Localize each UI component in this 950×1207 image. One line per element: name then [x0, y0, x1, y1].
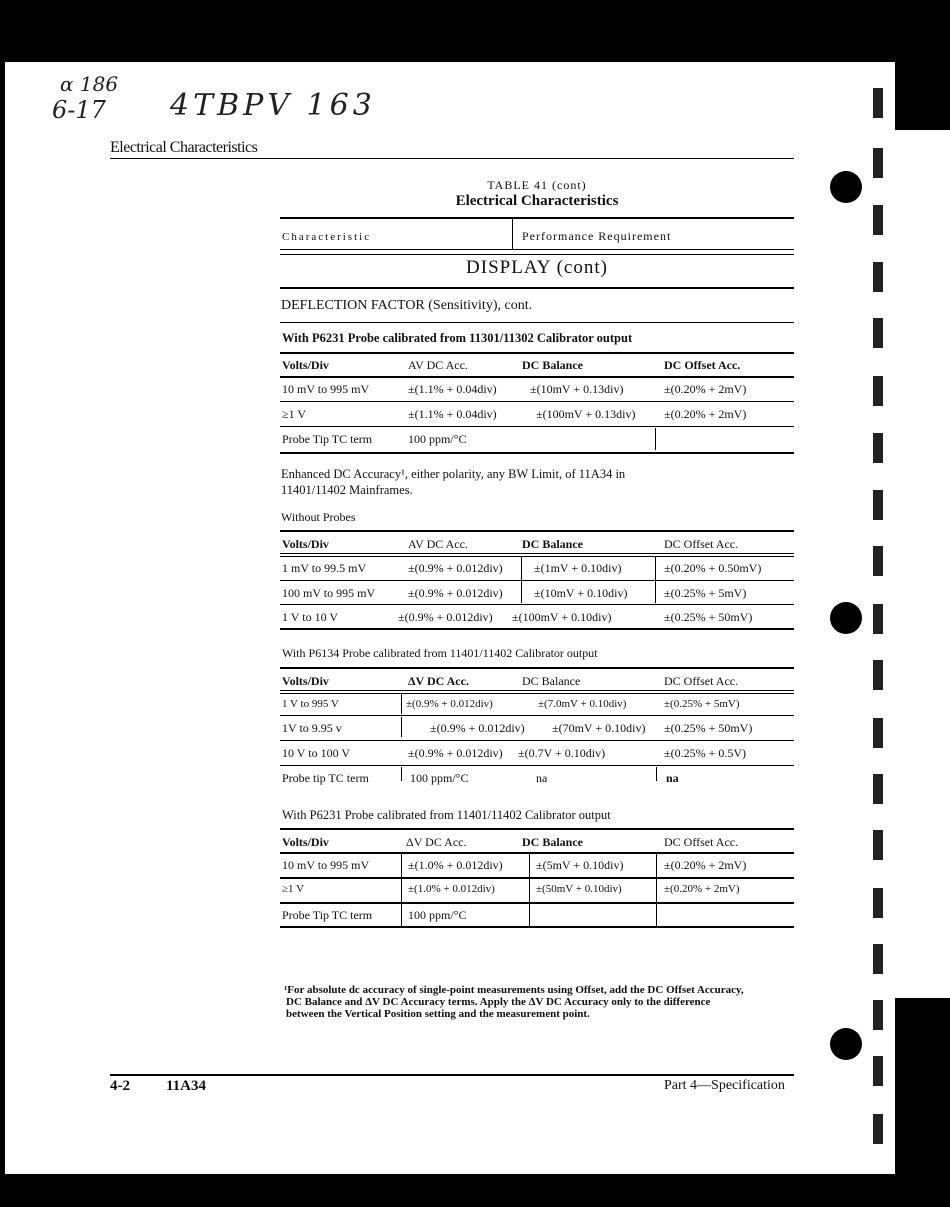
column-divider [655, 557, 656, 603]
section-display: DISPLAY (cont) [466, 257, 608, 278]
table-row [280, 742, 794, 766]
cell-dc-offset: ±(0.25% + 50mV) [664, 610, 753, 624]
cell-av-dc: 100 ppm/°C [408, 908, 467, 922]
col-av-dc: AV DC Acc. [408, 358, 468, 372]
cell-dc-balance: ±(100mV + 0.13div) [536, 407, 636, 421]
column-divider [401, 854, 402, 926]
cell-dc-offset: ±(0.20% + 2mV) [664, 382, 747, 396]
cell-dc-offset: ±(0.25% + 5mV) [664, 586, 747, 600]
cell-dc-offset: ±(0.25% + 0.5V) [664, 746, 747, 760]
cell-dc-balance: ±(70mV + 0.10div) [552, 721, 646, 735]
scan-mark [873, 490, 883, 520]
cell-dc-balance: ±(10mV + 0.13div) [530, 382, 624, 396]
scan-mark [873, 1000, 883, 1030]
col-dc-offset: DC Offset Acc. [664, 537, 739, 551]
block3-heading: With P6134 Probe calibrated from 11401/11402 Calibrator output [282, 646, 598, 660]
cell-dc-balance: ±(1mV + 0.10div) [534, 561, 622, 575]
scan-mark [873, 774, 883, 804]
binder-hole [830, 602, 862, 634]
rule [280, 322, 794, 323]
scan-mark [873, 1114, 883, 1144]
footer-part: Part 4—Specification [664, 1078, 785, 1093]
rule [280, 254, 794, 255]
cell-dc-balance: ±(5mV + 0.10div) [536, 858, 624, 872]
table-row [280, 428, 794, 452]
table-row [280, 879, 794, 903]
scan-mark [873, 262, 883, 292]
scan-mark [873, 604, 883, 634]
rule [280, 401, 794, 402]
cell-volts: Probe Tip TC term [282, 432, 373, 446]
rule [280, 740, 794, 741]
col-dc-offset: DC Offset Acc. [664, 358, 741, 372]
col-dc-balance: DC Balance [522, 674, 581, 688]
scan-mark [873, 433, 883, 463]
cell-dc-balance: ±(0.7V + 0.10div) [518, 746, 606, 760]
col-volts: Volts/Div [282, 674, 329, 688]
without-probes-label: Without Probes [281, 510, 356, 524]
cell-volts: ≥1 V [282, 407, 307, 421]
cell-dc-offset: ±(0.20% + 2mV) [664, 407, 747, 421]
block4-heading: With P6231 Probe calibrated from 11401/11402 Calibrator output [282, 808, 611, 822]
cell-volts: 1V to 9.95 v [282, 721, 342, 735]
cell-volts: Probe tip TC term [282, 771, 369, 785]
cell-av-dc: ±(0.9% + 0.012div) [398, 610, 493, 624]
col-dc-balance: DC Balance [522, 537, 583, 551]
block1-header-row [280, 354, 794, 378]
cell-dc-offset: na [666, 771, 679, 785]
cell-av-dc: ±(0.9% + 0.012div) [408, 746, 503, 760]
table-row [280, 606, 794, 630]
rule [280, 926, 794, 928]
cell-av-dc: ±(1.0% + 0.012div) [408, 858, 503, 872]
rule [280, 604, 794, 605]
column-divider [401, 717, 402, 737]
footer-model: 11A34 [166, 1078, 207, 1094]
column-divider [529, 854, 530, 926]
col-dc-offset: DC Offset Acc. [664, 674, 739, 688]
page-header-title: Electrical Characteristics [110, 139, 258, 156]
rule [280, 628, 794, 630]
rule [280, 217, 794, 219]
col-dc-balance: DC Balance [522, 358, 583, 372]
scan-mark [873, 205, 883, 235]
rule [280, 690, 794, 691]
scan-mark [873, 660, 883, 690]
enhanced-accuracy-note: Enhanced DC Accuracy¹, either polarity, any BW Limit, of 11A34 in 11401/11402 Mainframes. [281, 467, 626, 497]
cell-dc-offset: ±(0.20% + 2mV) [664, 883, 740, 895]
rule [280, 828, 794, 830]
col-volts: Volts/Div [282, 537, 329, 551]
rule [280, 580, 794, 581]
cell-dc-offset: ±(0.25% + 50mV) [664, 721, 753, 735]
table-row [280, 767, 794, 791]
rule [280, 287, 794, 289]
cell-dc-offset: ±(0.20% + 0.50mV) [664, 561, 762, 575]
scan-mark [873, 88, 883, 118]
footnote-line-3: between the Vertical Position setting and the measurement point. [286, 1008, 590, 1020]
cell-av-dc: 100 ppm/°C [408, 432, 467, 446]
cell-volts: Probe Tip TC term [282, 908, 373, 922]
cell-volts: 1 mV to 99.5 mV [282, 561, 367, 575]
scan-mark [873, 546, 883, 576]
table-title: Electrical Characteristics [455, 193, 619, 209]
cell-dc-balance: ±(10mV + 0.10div) [534, 586, 628, 600]
table-caption: TABLE 41 (cont) [487, 178, 587, 192]
scan-mark [873, 1056, 883, 1086]
column-divider [655, 428, 656, 450]
cell-av-dc: ±(0.9% + 0.012div) [408, 586, 503, 600]
binder-hole [830, 1028, 862, 1060]
scan-mark [873, 888, 883, 918]
table-row [280, 904, 794, 928]
cell-volts: 10 mV to 995 mV [282, 382, 370, 396]
footer-rule [110, 1074, 794, 1076]
cell-dc-offset: ±(0.25% + 5mV) [664, 698, 740, 710]
table-row [280, 582, 794, 606]
cell-dc-balance: ±(7.0mV + 0.10div) [538, 698, 627, 710]
column-divider [401, 767, 402, 781]
table-row [280, 854, 794, 878]
scan-mark [873, 718, 883, 748]
cell-volts: 1 V to 995 V [282, 698, 339, 710]
subsection-deflection: DEFLECTION FACTOR (Sensitivity), cont. [281, 298, 533, 313]
rule [280, 249, 794, 250]
rule [280, 426, 794, 427]
column-divider [656, 767, 657, 781]
cell-av-dc: ±(1.1% + 0.04div) [408, 407, 497, 421]
handwritten-code: 4TBPV 163 [170, 88, 376, 123]
table-row [280, 378, 794, 402]
cell-dc-offset: ±(0.20% + 2mV) [664, 858, 747, 872]
col-dc-offset: DC Offset Acc. [664, 835, 739, 849]
column-divider [401, 694, 402, 714]
column-divider [521, 557, 522, 603]
scan-mark [873, 376, 883, 406]
cell-dc-balance: na [536, 771, 548, 785]
table-row [280, 403, 794, 427]
col-av-dc: ΔV DC Acc. [408, 674, 469, 688]
table-row [280, 717, 794, 741]
footnote-line-2: DC Balance and ΔV DC Accuracy terms. Apply the ΔV DC Accuracy only to the difference [286, 996, 711, 1008]
handwritten-note: α 186 [60, 72, 119, 96]
col-volts: Volts/Div [282, 358, 329, 372]
rule [280, 452, 794, 454]
cell-volts: ≥1 V [282, 883, 305, 895]
rule [280, 765, 794, 766]
rule [280, 530, 794, 532]
table-row [280, 557, 794, 581]
cell-dc-balance: ±(100mV + 0.10div) [512, 610, 612, 624]
col-av-dc: AV DC Acc. [408, 537, 468, 551]
cell-av-dc: ±(1.0% + 0.012div) [408, 883, 495, 895]
footer-page-number: 4-2 [110, 1078, 130, 1094]
col-dc-balance: DC Balance [522, 835, 583, 849]
cell-av-dc: 100 ppm/°C [410, 771, 469, 785]
column-divider [656, 854, 657, 926]
cell-av-dc: ±(0.9% + 0.012div) [408, 561, 503, 575]
cell-volts: 10 mV to 995 mV [282, 858, 370, 872]
header-rule [110, 158, 794, 159]
col-volts: Volts/Div [282, 835, 329, 849]
rule [280, 667, 794, 669]
scan-mark [873, 148, 883, 178]
cell-volts: 1 V to 10 V [282, 610, 339, 624]
cell-volts: 10 V to 100 V [282, 746, 351, 760]
col-av-dc: ΔV DC Acc. [406, 835, 467, 849]
cell-av-dc: ±(0.9% + 0.012div) [406, 698, 493, 710]
scan-margin [895, 130, 950, 998]
scan-mark [873, 944, 883, 974]
cell-dc-balance: ±(50mV + 0.10div) [536, 883, 622, 895]
column-characteristic: Characteristic [282, 231, 372, 243]
footnote-line-1: ¹For absolute dc accuracy of single-point measurements using Offset, add the DC Offset Accuracy, [284, 984, 744, 996]
column-divider [512, 219, 513, 249]
cell-volts: 100 mV to 995 mV [282, 586, 376, 600]
cell-av-dc: ±(0.9% + 0.012div) [430, 721, 525, 735]
block1-heading: With P6231 Probe calibrated from 11301/11302 Calibrator output [282, 331, 633, 345]
rule [280, 715, 794, 716]
handwritten-date: 6-17 [52, 96, 106, 124]
scan-mark [873, 830, 883, 860]
cell-av-dc: ±(1.1% + 0.04div) [408, 382, 497, 396]
scan-mark [873, 318, 883, 348]
binder-hole [830, 171, 862, 203]
column-performance: Performance Requirement [522, 229, 672, 243]
rule [280, 553, 794, 554]
